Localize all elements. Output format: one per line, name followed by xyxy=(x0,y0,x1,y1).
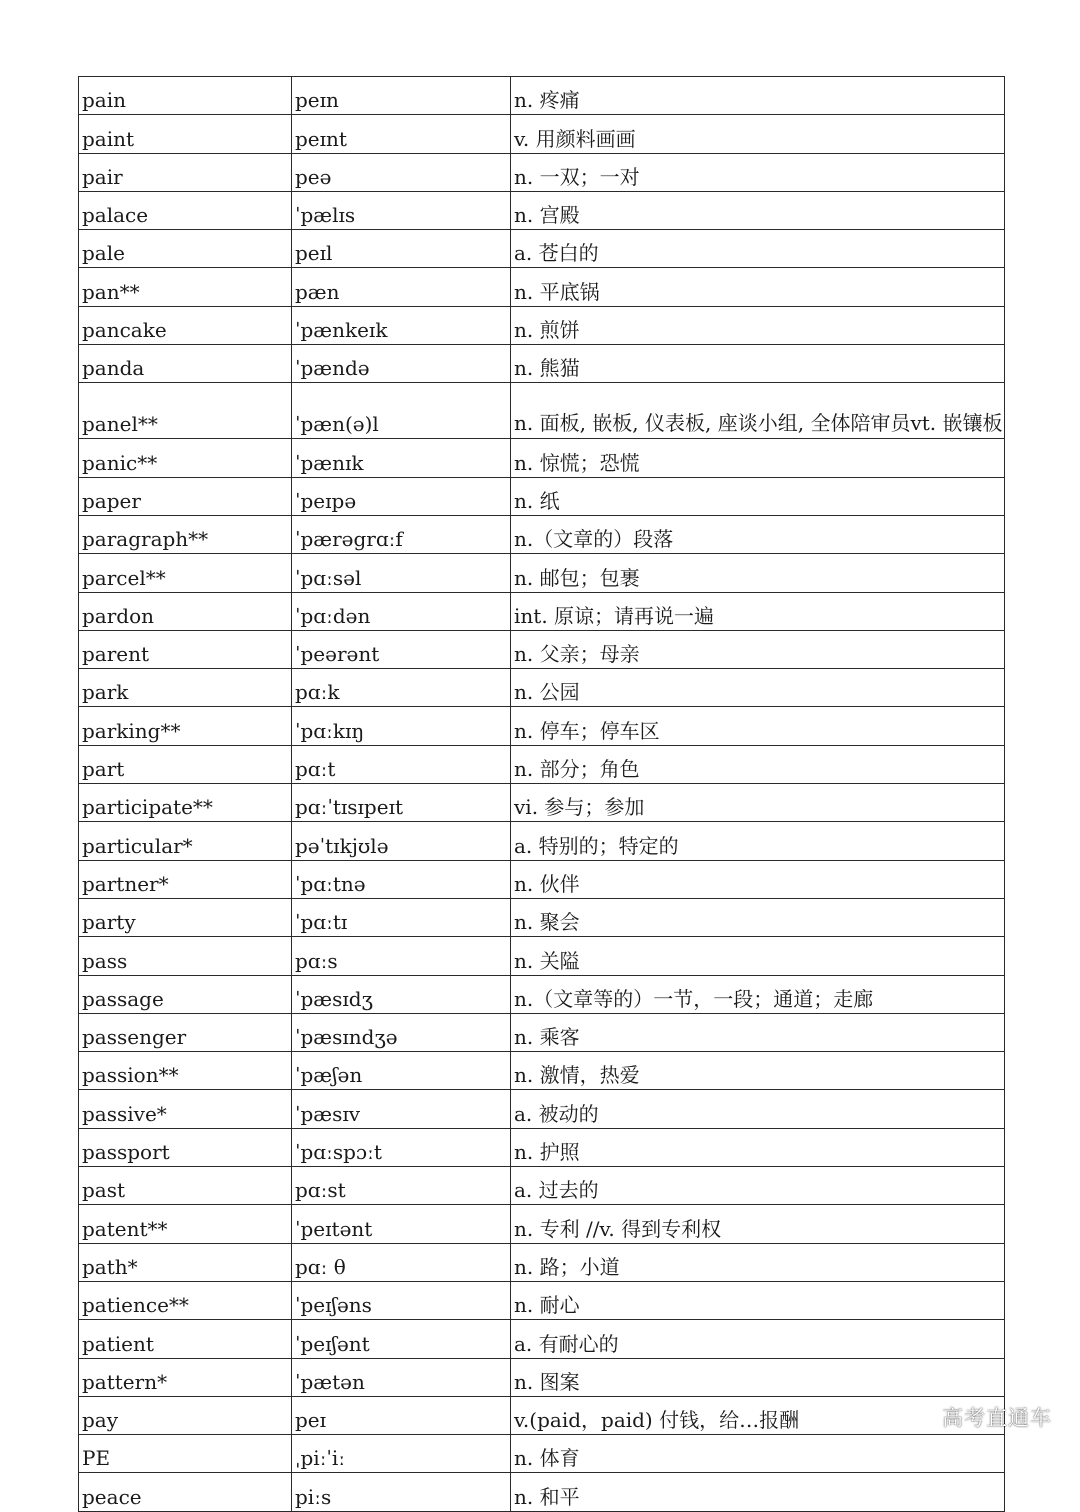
word-cell: palace xyxy=(79,191,292,229)
meaning-cell: n. 停车；停车区 xyxy=(511,707,1005,745)
word-cell: paragraph** xyxy=(79,515,292,553)
meaning-cell: n. 体育 xyxy=(511,1435,1005,1473)
table-row xyxy=(79,439,1005,477)
word-cell: particular* xyxy=(79,822,292,860)
phonetic-cell: ˈpæʃən xyxy=(292,1052,511,1090)
phonetic-cell: ˈpɑːkɪŋ xyxy=(292,707,511,745)
meaning-cell: int. 原谅；请再说一遍 xyxy=(511,592,1005,630)
word-cell: passenger xyxy=(79,1013,292,1051)
table-row xyxy=(79,1320,1005,1358)
word-cell: patient xyxy=(79,1320,292,1358)
phonetic-cell: ˈpeɪtənt xyxy=(292,1205,511,1243)
meaning-cell: n. 乘客 xyxy=(511,1013,1005,1051)
meaning-cell: n. 公园 xyxy=(511,669,1005,707)
table-row xyxy=(79,707,1005,745)
meaning-cell: a. 被动的 xyxy=(511,1090,1005,1128)
word-cell: pan** xyxy=(79,268,292,306)
word-cell: pancake xyxy=(79,306,292,344)
word-cell: pattern* xyxy=(79,1358,292,1396)
table-row xyxy=(79,822,1005,860)
meaning-cell: n. 专利 //v. 得到专利权 xyxy=(511,1205,1005,1243)
word-cell: pardon xyxy=(79,592,292,630)
table-row xyxy=(79,745,1005,783)
table-row xyxy=(79,1358,1005,1396)
phonetic-cell: pɑː θ xyxy=(292,1243,511,1281)
table-row xyxy=(79,1435,1005,1473)
vocabulary-table-body xyxy=(79,77,1005,1512)
table-row xyxy=(79,1243,1005,1281)
word-cell: paper xyxy=(79,477,292,515)
phonetic-cell: peɪnt xyxy=(292,115,511,153)
phonetic-cell: pɑːt xyxy=(292,745,511,783)
word-cell: participate** xyxy=(79,784,292,822)
meaning-cell: n. 路；小道 xyxy=(511,1243,1005,1281)
phonetic-cell: ˈpeɪpə xyxy=(292,477,511,515)
meaning-cell: a. 特别的；特定的 xyxy=(511,822,1005,860)
phonetic-cell: pɑːk xyxy=(292,669,511,707)
phonetic-cell: ˈpæsɪndʒə xyxy=(292,1013,511,1051)
word-cell: pale xyxy=(79,230,292,268)
word-cell: path* xyxy=(79,1243,292,1281)
phonetic-cell: ˈpændə xyxy=(292,345,511,383)
meaning-cell: vi. 参与；参加 xyxy=(511,784,1005,822)
phonetic-cell: ˈpeərənt xyxy=(292,630,511,668)
table-row xyxy=(79,630,1005,668)
table-row xyxy=(79,1396,1005,1434)
table-row xyxy=(79,1205,1005,1243)
meaning-cell: v. 用颜料画画 xyxy=(511,115,1005,153)
phonetic-cell: pæn xyxy=(292,268,511,306)
table-row xyxy=(79,860,1005,898)
table-row xyxy=(79,191,1005,229)
word-cell: panel** xyxy=(79,383,292,439)
word-cell: passion** xyxy=(79,1052,292,1090)
meaning-cell: n.（文章等的）一节，一段；通道；走廊 xyxy=(511,975,1005,1013)
word-cell: paint xyxy=(79,115,292,153)
meaning-cell: n. 面板, 嵌板, 仪表板, 座谈小组, 全体陪审员vt. 嵌镶板 xyxy=(511,383,1005,439)
meaning-cell: n. 疼痛 xyxy=(511,77,1005,115)
meaning-cell: n. 邮包；包裹 xyxy=(511,554,1005,592)
table-row xyxy=(79,1281,1005,1319)
table-row xyxy=(79,592,1005,630)
phonetic-cell: piːs xyxy=(292,1473,511,1511)
meaning-cell: a. 过去的 xyxy=(511,1167,1005,1205)
meaning-cell: n. 一双；一对 xyxy=(511,153,1005,191)
word-cell: PE xyxy=(79,1435,292,1473)
phonetic-cell: ˈpænɪk xyxy=(292,439,511,477)
phonetic-cell: peə xyxy=(292,153,511,191)
word-cell: part xyxy=(79,745,292,783)
phonetic-cell: ˈpeɪʃənt xyxy=(292,1320,511,1358)
table-row xyxy=(79,669,1005,707)
word-cell: panic** xyxy=(79,439,292,477)
word-cell: parking** xyxy=(79,707,292,745)
table-row xyxy=(79,1052,1005,1090)
phonetic-cell: pɑːst xyxy=(292,1167,511,1205)
table-row xyxy=(79,784,1005,822)
word-cell: partner* xyxy=(79,860,292,898)
word-cell: party xyxy=(79,898,292,936)
table-row xyxy=(79,515,1005,553)
meaning-cell: n. 宫殿 xyxy=(511,191,1005,229)
phonetic-cell: ˈpænkeɪk xyxy=(292,306,511,344)
meaning-cell: n. 和平 xyxy=(511,1473,1005,1511)
phonetic-cell: ˈpeɪʃəns xyxy=(292,1281,511,1319)
phonetic-cell: ˈpæn(ə)l xyxy=(292,383,511,439)
word-cell: patent** xyxy=(79,1205,292,1243)
meaning-cell: n. 激情，热爱 xyxy=(511,1052,1005,1090)
phonetic-cell: peɪl xyxy=(292,230,511,268)
phonetic-cell: pɑːs xyxy=(292,937,511,975)
word-cell: parcel** xyxy=(79,554,292,592)
meaning-cell: n. 煎饼 xyxy=(511,306,1005,344)
phonetic-cell: ˈpætən xyxy=(292,1358,511,1396)
table-row xyxy=(79,477,1005,515)
word-cell: parent xyxy=(79,630,292,668)
meaning-cell: n. 熊猫 xyxy=(511,345,1005,383)
phonetic-cell: ˈpɑːtnə xyxy=(292,860,511,898)
phonetic-cell: ˈpæsɪv xyxy=(292,1090,511,1128)
table-row xyxy=(79,383,1005,439)
phonetic-cell: ˌpiːˈiː xyxy=(292,1435,511,1473)
word-cell: park xyxy=(79,669,292,707)
table-row xyxy=(79,1090,1005,1128)
table-row xyxy=(79,77,1005,115)
meaning-cell: n. 护照 xyxy=(511,1128,1005,1166)
phonetic-cell: ˈpɑːdən xyxy=(292,592,511,630)
table-row xyxy=(79,345,1005,383)
word-cell: pair xyxy=(79,153,292,191)
phonetic-cell: pɑːˈtɪsɪpeɪt xyxy=(292,784,511,822)
table-row xyxy=(79,1473,1005,1511)
meaning-cell: n.（文章的）段落 xyxy=(511,515,1005,553)
meaning-cell: n. 部分；角色 xyxy=(511,745,1005,783)
vocabulary-sheet xyxy=(78,76,1004,1512)
table-row xyxy=(79,1013,1005,1051)
phonetic-cell: ˈpæsɪdʒ xyxy=(292,975,511,1013)
word-cell: passive* xyxy=(79,1090,292,1128)
meaning-cell: n. 耐心 xyxy=(511,1281,1005,1319)
vocabulary-table xyxy=(78,76,1005,1512)
table-row xyxy=(79,306,1005,344)
table-row xyxy=(79,937,1005,975)
phonetic-cell: pəˈtɪkjʊlə xyxy=(292,822,511,860)
table-row xyxy=(79,898,1005,936)
word-cell: pay xyxy=(79,1396,292,1434)
word-cell: panda xyxy=(79,345,292,383)
word-cell: pass xyxy=(79,937,292,975)
phonetic-cell: ˈpɑːsəl xyxy=(292,554,511,592)
meaning-cell: v.(paid，paid) 付钱，给…报酬 xyxy=(511,1396,1005,1434)
phonetic-cell: peɪn xyxy=(292,77,511,115)
meaning-cell: n. 伙伴 xyxy=(511,860,1005,898)
meaning-cell: n. 平底锅 xyxy=(511,268,1005,306)
table-row xyxy=(79,1128,1005,1166)
phonetic-cell: ˈpærəgrɑːf xyxy=(292,515,511,553)
table-row xyxy=(79,975,1005,1013)
table-row xyxy=(79,230,1005,268)
meaning-cell: a. 苍白的 xyxy=(511,230,1005,268)
word-cell: passage xyxy=(79,975,292,1013)
meaning-cell: a. 有耐心的 xyxy=(511,1320,1005,1358)
table-row xyxy=(79,554,1005,592)
meaning-cell: n. 纸 xyxy=(511,477,1005,515)
phonetic-cell: ˈpɑːspɔːt xyxy=(292,1128,511,1166)
phonetic-cell: peɪ xyxy=(292,1396,511,1434)
meaning-cell: n. 图案 xyxy=(511,1358,1005,1396)
phonetic-cell: ˈpælɪs xyxy=(292,191,511,229)
table-row xyxy=(79,115,1005,153)
meaning-cell: n. 聚会 xyxy=(511,898,1005,936)
watermark-text: 高考直通车 xyxy=(942,1406,1052,1430)
word-cell: peace xyxy=(79,1473,292,1511)
table-row xyxy=(79,268,1005,306)
table-row xyxy=(79,1167,1005,1205)
word-cell: patience** xyxy=(79,1281,292,1319)
word-cell: past xyxy=(79,1167,292,1205)
meaning-cell: n. 惊慌；恐慌 xyxy=(511,439,1005,477)
meaning-cell: n. 关隘 xyxy=(511,937,1005,975)
word-cell: passport xyxy=(79,1128,292,1166)
word-cell: pain xyxy=(79,77,292,115)
meaning-cell: n. 父亲；母亲 xyxy=(511,630,1005,668)
table-row xyxy=(79,153,1005,191)
phonetic-cell: ˈpɑːtɪ xyxy=(292,898,511,936)
